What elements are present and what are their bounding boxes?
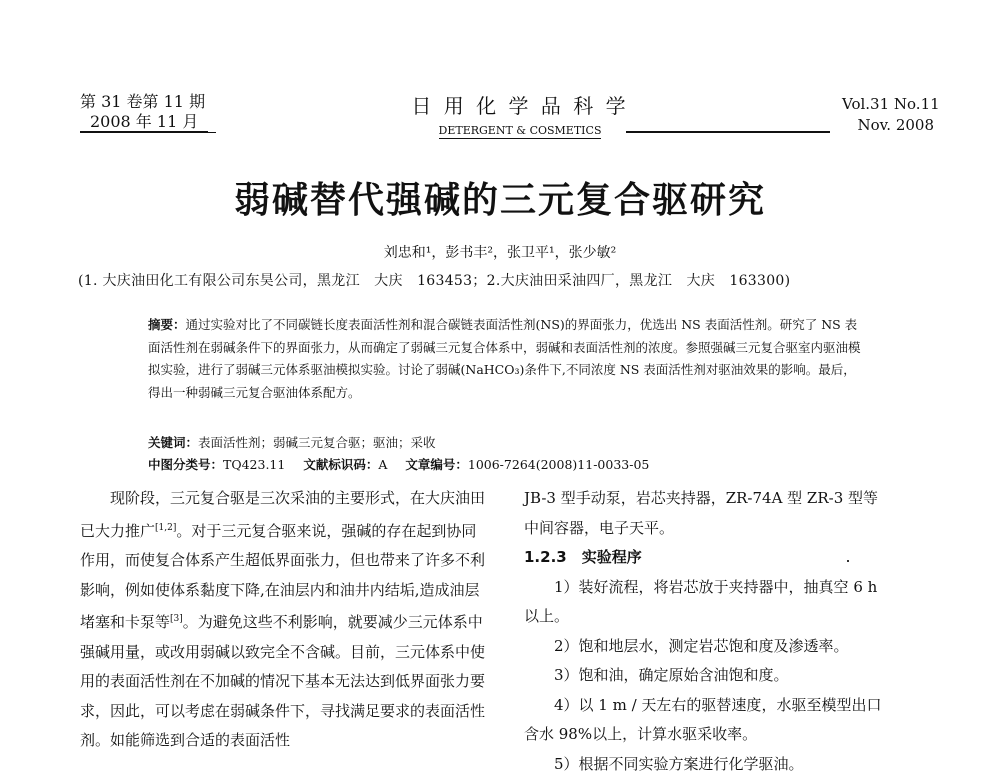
procedure-step-2: 2）饱和地层水，测定岩芯饱和度及渗透率。 <box>524 632 934 662</box>
intro-text-3: 。为避免这些不利影响，就要减少三元体系中强碱用量，或改用弱碱以致完全不含碱。目前，三元体系中使用的表面活性剂在不加碱的情况下基本无法达到低界面张力要求，因此，可以考虑在弱碱条件下，寻找满足要求的表面活性剂。如能筛选到合适的表面活性 <box>80 613 485 749</box>
article-title: 弱碱替代强碱的三元复合驱研究 <box>0 172 1000 223</box>
article-number-label: 文章编号： <box>405 457 468 472</box>
body-column-left <box>80 484 490 756</box>
clc-label: 中图分类号： <box>148 457 223 472</box>
article-metadata <box>148 432 868 476</box>
doc-code-label: 文献标识码： <box>303 457 378 472</box>
doc-code-value: A <box>378 457 387 472</box>
clc-value: TQ423.11 <box>223 457 285 472</box>
keywords-line <box>148 432 868 454</box>
article-number-value: 1006-7264(2008)11-0033-05 <box>468 457 649 472</box>
abstract <box>148 314 868 404</box>
procedure-step-4: 4）以 1 m / 天左右的驱替速度，水驱至模型出口 <box>524 691 934 721</box>
citation-1-2: [1,2] <box>155 523 176 533</box>
volume-issue: 第 31 卷第 11 期 <box>80 92 216 112</box>
procedure-step-3: 3）饱和油，确定原始含油饱和度。 <box>524 661 934 691</box>
publication-date: 2008 年 11 月 <box>80 112 216 133</box>
article-authors: 刘忠和¹，彭书丰²，张卫平¹，张少敏² <box>0 242 1000 262</box>
volume-number-en: Vol.31 No.11 <box>842 94 934 115</box>
intro-text-1: 现阶段，三元复合驱是三次采油的主要形式，在大庆油田已大力推广 <box>80 489 485 540</box>
abstract-text: 通过实验对比了不同碳链长度表面活性剂和混合碳链表面活性剂(NS)的界面张力，优选出 NS 表面活性剂。研究了 NS 表面活性剂在弱碱条件下的界面张力，从而确定了弱碱三元复合体系中，弱碱和表面活性剂的浓度。参照强碱三元复合驱室内驱油模拟实验，进行了弱碱三元体系驱油模拟实验。讨论了弱碱(NaHCO₃)条件下,不同浓度 NS 表面活性剂对驱油效果的影响。最后，得出一种弱碱三元复合驱油体系配方。 <box>148 317 861 400</box>
keywords-text: 表面活性剂；弱碱三元复合驱；驱油；采收 <box>198 435 436 450</box>
section-heading-1-2-3: 1.2.3 实验程序 <box>524 543 934 573</box>
abstract-label: 摘要： <box>148 317 186 332</box>
journal-issue-info <box>80 92 216 133</box>
scan-speck <box>847 560 849 562</box>
equipment-line-1: JB-3 型手动泵，岩芯夹持器，ZR-74A 型 ZR-3 型等 <box>524 484 934 514</box>
keywords-label: 关键词： <box>148 435 198 450</box>
date-en: Nov. 2008 <box>842 115 934 136</box>
classification-line <box>148 454 868 476</box>
author-affiliations: (1. 大庆油田化工有限公司东昊公司，黑龙江 大庆 163453；2.大庆油田采油四厂，黑龙江 大庆 163300) <box>78 270 938 290</box>
journal-volume-en <box>842 94 934 136</box>
citation-3: [3] <box>170 614 183 624</box>
intro-paragraph <box>80 484 490 756</box>
journal-name-block <box>410 90 630 138</box>
equipment-line-2: 中间容器，电子天平。 <box>524 514 934 544</box>
body-column-right <box>524 484 934 779</box>
journal-name-en: DETERGENT & COSMETICS <box>439 124 602 139</box>
procedure-step-1: 1）装好流程，将岩芯放于夹持器中，抽真空 6 h <box>524 573 934 603</box>
journal-name-cn: 日 用 化 学 品 科 学 <box>410 90 630 119</box>
procedure-step-4-cont: 含水 98%以上，计算水驱采收率。 <box>524 720 934 750</box>
header-rule-right <box>626 131 830 133</box>
procedure-step-5: 5）根据不同实验方案进行化学驱油。 <box>524 750 934 779</box>
procedure-step-1-cont: 以上。 <box>524 602 934 632</box>
header-rule-left <box>80 131 208 133</box>
intro-text-2: 。对于三元复合驱来说，强碱的存在起到协同作用，而使复合体系产生超低界面张力，但也带来了许多不利影响，例如使体系黏度下降,在油层内和油井内结垢,造成油层堵塞和卡泵等 <box>80 522 485 632</box>
